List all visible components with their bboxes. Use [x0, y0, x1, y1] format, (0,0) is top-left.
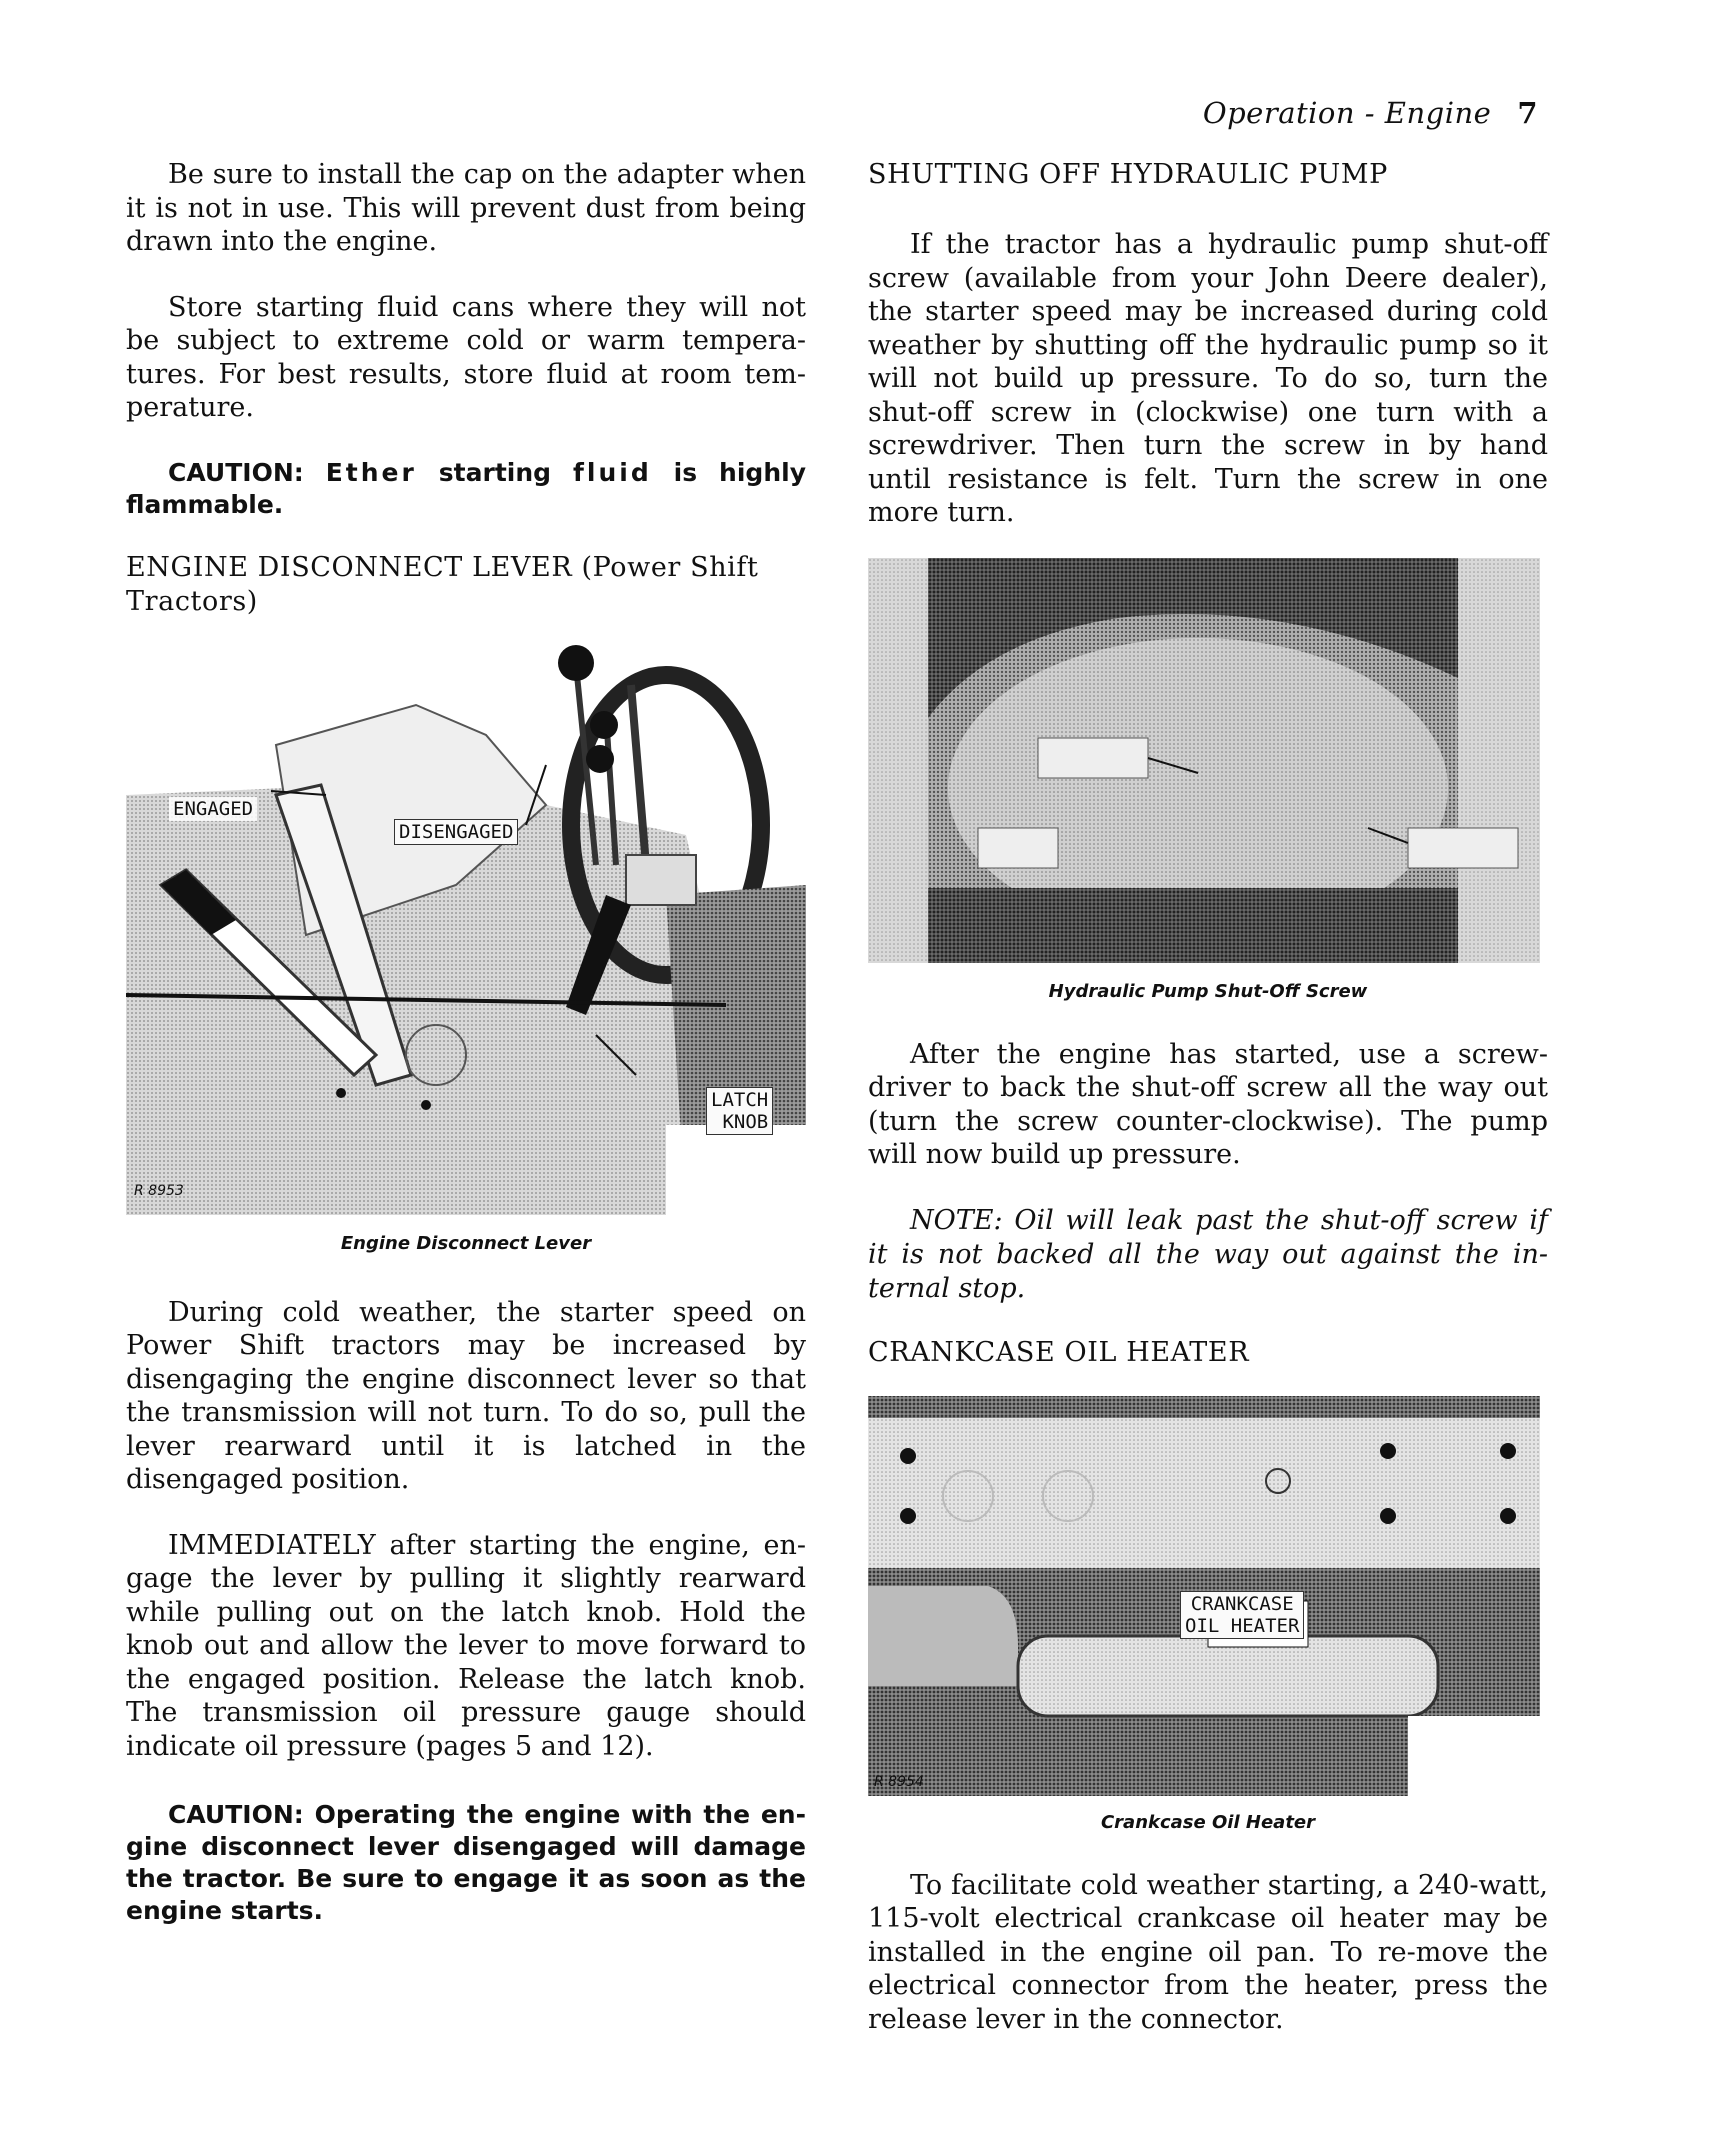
- heading-shutting-off-pump: SHUTTING OFF HYDRAULIC PUMP: [868, 159, 1388, 190]
- paragraph-oil-heater: To facilitate cold weather starting, a 240-watt, 115-volt electrical crankcase oil heater may be installed in the engine oil pan. To re-move the electrical connector from the heater, press the release lever in the connector.: [868, 1869, 1548, 2035]
- hydraulic-pump-photo: [868, 558, 1540, 963]
- figure-engine-disconnect-lever: [126, 635, 806, 1215]
- caution-label: CAUTION:: [168, 1800, 304, 1829]
- right-column: [868, 158, 1548, 2036]
- caption-crankcase-heater: Crankcase Oil Heater: [1100, 1811, 1316, 1833]
- section-title: Operation - Engine: [1202, 96, 1492, 130]
- paragraph-store-fluid: Store starting fluid cans where they will not be subject to extreme cold or warm tempera-tures. For best results, store fluid at room tem-perature.: [126, 291, 806, 423]
- label-crankcase-heater: [1180, 1591, 1304, 1639]
- note-oil-leak: NOTE: Oil will leak past the shut-off screw if it is not backed all the way out against the in-ternal stop.: [868, 1204, 1548, 1304]
- caution-text: Operating the engine with the en-gine disconnect lever disengaged will damage the tractor. Be sure to engage it as soon as the engine starts.: [126, 1800, 806, 1925]
- label-latch-line1: LATCH: [711, 1088, 769, 1111]
- paragraph-after-start: After the engine has started, use a screw-driver to back the shut-off screw all the way out (turn the screw counter-clockwise). The pump will now build up pressure.: [868, 1038, 1548, 1170]
- left-column: [126, 158, 806, 1927]
- paragraph-cold-weather: During cold weather, the starter speed on Power Shift tractors may be increased by disengaging the engine disconnect lever so that the transmission will not turn. To do so, pull the lever rearward until it is latched in the disengaged position.: [126, 1296, 806, 1495]
- label-latch-line2: KNOB: [722, 1110, 769, 1133]
- paragraph-immediately: IMMEDIATELY after starting the engine, en-gage the lever by pulling it slightly rearward while pulling out on the latch knob. Hold the knob out and allow the lever to move forward to the engaged position. Release the latch knob. The transmission oil pressure gauge should indicate oil pressure (pages 5 and 12).: [126, 1529, 806, 1762]
- label-engaged: ENGAGED: [169, 797, 257, 821]
- label-crankcase-line2: OIL HEATER: [1185, 1614, 1300, 1637]
- caution-text: is highly flammable.: [126, 457, 806, 519]
- figure-hydraulic-pump: [868, 558, 1540, 963]
- figure-code: R 8954: [874, 1773, 924, 1790]
- heading-crankcase-heater: CRANKCASE OIL HEATER: [868, 1336, 1250, 1368]
- paragraph-hydraulic-pump: If the tractor has a hydraulic pump shut-off screw (available from your John Deere dealer), the starter speed may be increased during cold weather by shutting off the hydraulic pump so it will not build up pressure. To do so, turn the shut-off screw in (clockwise) one turn with a screwdriver. Then turn the screw in by hand until resistance is felt. Turn the screw in one more turn.: [868, 229, 1548, 528]
- caution-word: fluid: [573, 457, 652, 487]
- caution-operating: [126, 1799, 806, 1927]
- figure-code: R 8953: [134, 1182, 184, 1199]
- label-crankcase-line1: CRANKCASE: [1190, 1592, 1294, 1615]
- caution-ether: [126, 457, 806, 521]
- heading-engine-disconnect: ENGINE DISCONNECT LEVER (Power Shift Tractors): [126, 551, 759, 617]
- caution-label: CAUTION:: [168, 457, 304, 487]
- running-header: [1203, 96, 1538, 130]
- caption-hydraulic-pump: Hydraulic Pump Shut-Off Screw: [1048, 980, 1368, 1002]
- page-number: 7: [1517, 96, 1538, 130]
- engine-disconnect-photo: [126, 635, 806, 1215]
- paragraph-cap-adapter: Be sure to install the cap on the adapter when it is not in use. This will prevent dust from being drawn into the engine.: [126, 159, 806, 257]
- caption-engine-disconnect: Engine Disconnect Lever: [340, 1232, 592, 1254]
- caution-word: starting: [438, 457, 552, 487]
- caution-word: Ether: [325, 457, 417, 487]
- label-latch-knob: [706, 1087, 773, 1135]
- figure-crankcase-oil-heater: [868, 1386, 1540, 1796]
- label-disengaged: DISENGAGED: [394, 819, 518, 845]
